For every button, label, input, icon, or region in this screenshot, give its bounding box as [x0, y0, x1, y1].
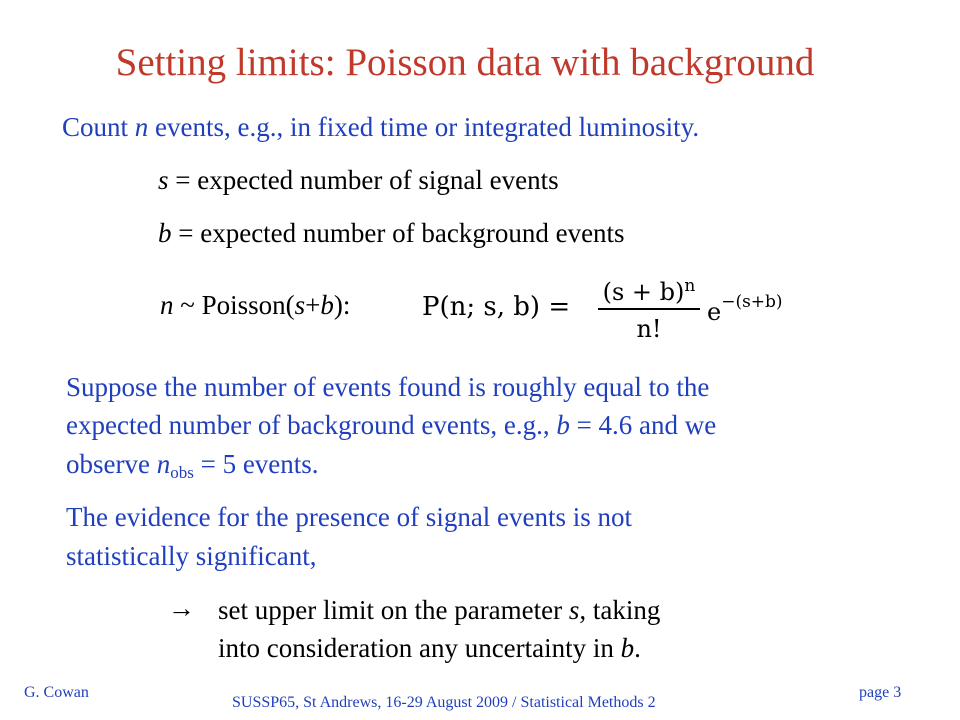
footer-event: SUSSP65, St Andrews, 16-29 August 2009 / Statistical Methods 2 [232, 694, 656, 711]
para1-line3-text: observe [66, 449, 157, 479]
footer-page-number: page 3 [859, 684, 902, 701]
para1-line2-text-end: = 4.6 and we [569, 410, 717, 440]
background-definition [158, 218, 625, 249]
para2-line2: statistically significant, [66, 541, 317, 571]
poisson-text-end: ): [333, 290, 351, 320]
intro-text-end: events, e.g., in fixed time or integrated luminosity. [148, 112, 700, 142]
para1-line3-text-end: = 5 events. [193, 449, 319, 479]
signal-definition-text: = expected number of signal events [168, 165, 559, 195]
conclusion-text-end: taking [586, 595, 661, 625]
var-n: n [160, 290, 174, 320]
para1-line3 [66, 449, 319, 483]
para1-line2 [66, 410, 716, 441]
para1-line1: Suppose the number of events found is roughly equal to the [66, 372, 710, 402]
var-n-obs: n [156, 449, 171, 479]
slide-title: Setting limits: Poisson data with background [115, 41, 815, 84]
conclusion-line2-end: . [634, 633, 641, 663]
var-b: b [158, 218, 172, 248]
intro-line [62, 112, 699, 143]
obs-subscript: obs [170, 463, 194, 482]
conclusion-line2 [218, 633, 641, 664]
intro-text: Count [62, 112, 135, 142]
formula-fraction [594, 270, 704, 344]
plus-sign: + [305, 290, 321, 320]
formula-exponential [707, 292, 783, 326]
var-s: s, [568, 595, 587, 625]
var-s: s [294, 290, 306, 320]
numerator-exponent: n [684, 276, 696, 296]
background-definition-text: = expected number of background events [171, 218, 625, 248]
conclusion-text: set upper limit on the parameter [218, 595, 569, 625]
poisson-text: ~ Poisson( [173, 290, 295, 320]
para1-line2-text: expected number of background events, e.g., [66, 410, 557, 440]
fraction-bar [598, 308, 700, 310]
poisson-statement [160, 290, 350, 321]
poisson-formula [422, 270, 802, 350]
conclusion-line1 [218, 595, 660, 626]
var-n: n [134, 112, 149, 142]
formula-denominator: n! [636, 315, 662, 343]
conclusion-line2-text: into consideration any uncertainty in [218, 633, 621, 663]
var-b: b [620, 633, 635, 663]
var-b: b [320, 290, 334, 320]
exp-power: −(s+b) [721, 292, 783, 312]
var-s: s [158, 165, 169, 195]
formula-numerator [594, 270, 704, 306]
formula-lhs: P(n; s, b) = [422, 292, 571, 322]
var-b: b [556, 410, 570, 440]
para2-line1: The evidence for the presence of signal events is not [66, 502, 633, 532]
signal-definition [158, 165, 559, 196]
exp-base: e [707, 298, 722, 326]
footer-author: G. Cowan [24, 684, 89, 701]
arrow-icon: → [168, 593, 195, 623]
numerator-base: (s + b) [602, 278, 685, 306]
